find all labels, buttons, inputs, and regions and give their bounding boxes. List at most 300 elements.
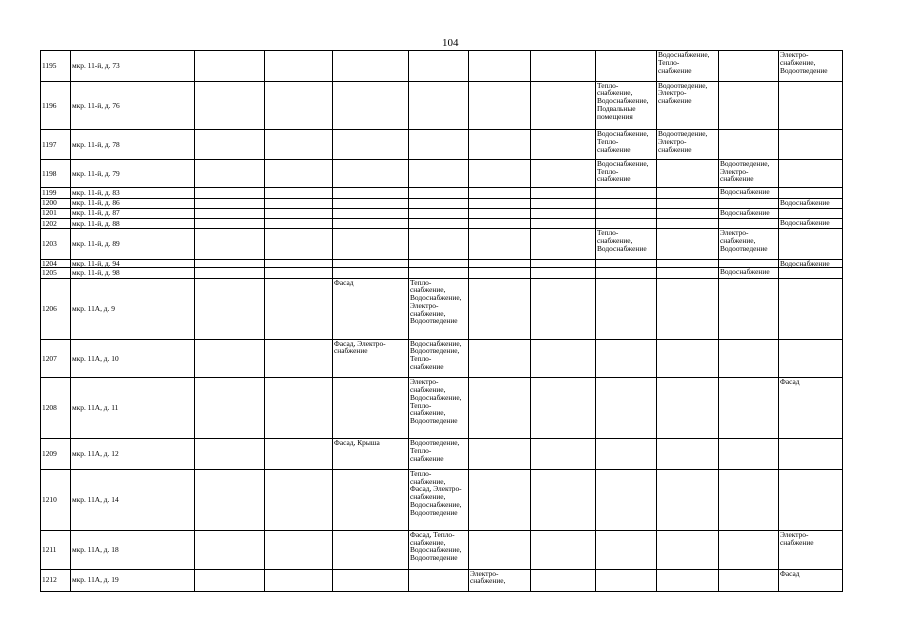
work-cell	[779, 439, 843, 470]
work-cell	[531, 81, 596, 130]
work-text: Тепло-	[597, 81, 619, 90]
work-cell	[531, 339, 596, 378]
row-number: 1195	[41, 51, 71, 82]
work-cell	[779, 378, 843, 439]
work-cell	[409, 51, 469, 82]
work-cell	[531, 439, 596, 470]
work-text: Водоснабжение,	[597, 96, 649, 106]
work-cell	[265, 198, 333, 208]
row-number: 1210	[41, 469, 71, 530]
table-row	[41, 188, 843, 198]
work-cell	[195, 159, 265, 187]
work-cell	[333, 208, 409, 218]
work-cell	[469, 378, 531, 439]
work-cell	[195, 81, 265, 130]
work-cell	[657, 81, 719, 130]
work-cell	[265, 81, 333, 130]
work-text: снабжение	[780, 537, 814, 547]
work-cell	[469, 198, 531, 208]
work-cell	[531, 268, 596, 278]
work-cell	[719, 469, 779, 530]
work-cell	[719, 198, 779, 208]
work-text: снабжение	[658, 65, 692, 75]
work-cell	[531, 378, 596, 439]
work-text: снабжение	[597, 144, 631, 154]
work-text: Водоотведение,	[720, 159, 770, 168]
work-cell	[409, 259, 469, 268]
work-cell	[265, 130, 333, 160]
work-cell	[409, 198, 469, 208]
work-cell	[265, 51, 333, 82]
work-text: Фасад	[780, 377, 800, 387]
work-text: снабжение,	[410, 308, 446, 318]
work-cell	[596, 188, 657, 198]
work-text: Тепло-	[597, 228, 619, 238]
work-text: Электро-	[470, 569, 499, 578]
work-cell	[333, 130, 409, 160]
work-cell	[469, 439, 531, 470]
work-text: Тепло-	[410, 469, 432, 478]
row-number: 1205	[41, 268, 71, 278]
work-cell	[596, 378, 657, 439]
work-cell	[596, 339, 657, 378]
work-cell	[469, 51, 531, 82]
work-cell	[657, 51, 719, 82]
work-cell	[469, 208, 531, 218]
work-cell	[531, 569, 596, 591]
work-text: снабжение	[597, 174, 631, 184]
work-text: Электро-	[658, 88, 687, 98]
work-cell	[719, 130, 779, 160]
work-cell	[657, 259, 719, 268]
work-text: снабжение,	[597, 88, 633, 98]
work-text: Подвальные	[597, 103, 636, 113]
work-cell	[779, 51, 843, 82]
work-cell	[657, 188, 719, 198]
work-text: Водоснабжение	[780, 198, 830, 207]
work-cell	[657, 198, 719, 208]
work-cell	[596, 439, 657, 470]
work-cell	[469, 268, 531, 278]
work-text: Водоснабжение	[720, 208, 770, 217]
work-text: Тепло-	[410, 400, 432, 410]
work-cell	[195, 130, 265, 160]
row-address: мкр. 11-й, д. 79	[71, 159, 195, 187]
work-cell	[779, 218, 843, 228]
work-text: Электро-	[720, 166, 749, 176]
work-cell	[719, 339, 779, 378]
work-cell	[333, 439, 409, 470]
work-cell	[195, 198, 265, 208]
row-address: мкр. 11-й, д. 87	[71, 208, 195, 218]
row-address: мкр. 11А, д. 9	[71, 278, 195, 339]
work-cell	[265, 530, 333, 569]
work-text: Фасад, Электро-	[334, 339, 386, 348]
table-row	[41, 378, 843, 439]
work-cell	[265, 439, 333, 470]
work-text: Водоснабжение,	[410, 392, 462, 402]
work-text: Водоотведение,	[658, 129, 708, 139]
work-cell	[265, 569, 333, 591]
page-number: 104	[442, 37, 459, 49]
work-text: снабжение,	[410, 285, 446, 295]
work-cell	[596, 218, 657, 228]
work-cell	[719, 81, 779, 130]
work-cell	[333, 278, 409, 339]
work-text: Тепло-	[597, 166, 619, 176]
work-cell	[469, 218, 531, 228]
work-cell	[657, 208, 719, 218]
work-cell	[333, 569, 409, 591]
table-row	[41, 51, 843, 82]
table-row	[41, 259, 843, 268]
work-cell	[719, 569, 779, 591]
work-cell	[657, 130, 719, 160]
work-text: Фасад, Электро-	[410, 484, 462, 494]
row-number: 1206	[41, 278, 71, 339]
work-text: снабжение	[658, 144, 692, 154]
work-cell	[531, 188, 596, 198]
work-cell	[333, 159, 409, 187]
work-text: Водоснабжение,	[410, 293, 462, 303]
work-text: Тепло-	[597, 137, 619, 147]
row-number: 1207	[41, 339, 71, 378]
work-text: Водоснабжение,	[410, 545, 462, 555]
work-text: снабжение,	[780, 57, 816, 67]
work-text: Водоснабжение	[720, 267, 770, 277]
row-number: 1209	[41, 439, 71, 470]
row-address: мкр. 11-й, д. 94	[71, 259, 195, 268]
work-text: Водоотведение	[720, 243, 768, 253]
work-cell	[596, 469, 657, 530]
work-cell	[596, 159, 657, 187]
work-text: Электро-	[410, 377, 439, 387]
work-cell	[409, 268, 469, 278]
work-cell	[596, 51, 657, 82]
work-cell	[409, 530, 469, 569]
work-cell	[531, 159, 596, 187]
work-cell	[719, 439, 779, 470]
table-row	[41, 268, 843, 278]
work-cell	[333, 198, 409, 208]
row-address: мкр. 11А, д. 10	[71, 339, 195, 378]
work-cell	[409, 81, 469, 130]
work-cell	[333, 530, 409, 569]
work-text: Электро-	[720, 228, 749, 238]
work-text: снабжение,	[720, 235, 756, 245]
work-text: Тепло-	[410, 446, 432, 456]
work-cell	[657, 439, 719, 470]
row-address: мкр. 11-й, д. 86	[71, 198, 195, 208]
work-text: Водоотведение	[410, 316, 458, 326]
work-cell	[596, 229, 657, 260]
table-row	[41, 198, 843, 208]
work-cell	[469, 339, 531, 378]
row-number: 1200	[41, 198, 71, 208]
work-cell	[265, 469, 333, 530]
row-address: мкр. 11-й, д. 83	[71, 188, 195, 198]
work-cell	[195, 439, 265, 470]
work-cell	[265, 159, 333, 187]
work-cell	[195, 378, 265, 439]
table-row	[41, 278, 843, 339]
work-cell	[657, 159, 719, 187]
row-number: 1201	[41, 208, 71, 218]
work-cell	[469, 188, 531, 198]
work-cell	[195, 278, 265, 339]
work-cell	[779, 259, 843, 268]
work-cell	[333, 469, 409, 530]
row-number: 1203	[41, 229, 71, 260]
work-cell	[719, 229, 779, 260]
work-text: Водоснабжение,	[410, 499, 462, 509]
work-cell	[409, 218, 469, 228]
work-cell	[195, 229, 265, 260]
work-cell	[333, 188, 409, 198]
work-cell	[265, 218, 333, 228]
work-text: Водоснабжение,	[597, 159, 649, 168]
table-row	[41, 469, 843, 530]
work-cell	[409, 208, 469, 218]
work-cell	[779, 81, 843, 130]
table-row	[41, 229, 843, 260]
work-cell	[195, 218, 265, 228]
work-cell	[531, 530, 596, 569]
work-text: Водоотведение,	[658, 81, 708, 90]
work-text: Электро-	[410, 300, 439, 310]
work-text: Водоотведение	[410, 553, 458, 563]
work-cell	[409, 229, 469, 260]
work-text: снабжение	[658, 96, 692, 106]
work-cell	[265, 188, 333, 198]
table-row	[41, 208, 843, 218]
row-number: 1202	[41, 218, 71, 228]
work-cell	[409, 339, 469, 378]
work-cell	[195, 51, 265, 82]
row-address: мкр. 11А, д. 11	[71, 378, 195, 439]
work-cell	[657, 378, 719, 439]
work-cell	[657, 339, 719, 378]
work-cell	[265, 208, 333, 218]
work-cell	[469, 259, 531, 268]
work-cell	[596, 569, 657, 591]
row-number: 1198	[41, 159, 71, 187]
work-text: Водоснабжение	[780, 259, 830, 268]
work-cell	[469, 569, 531, 591]
work-cell	[333, 51, 409, 82]
work-cell	[657, 229, 719, 260]
work-cell	[596, 278, 657, 339]
work-text: снабжение,	[410, 537, 446, 547]
work-text: Тепло-	[658, 57, 680, 67]
work-cell	[333, 378, 409, 439]
work-cell	[531, 229, 596, 260]
work-text: Электро-	[780, 50, 809, 59]
work-cell	[719, 51, 779, 82]
work-text: Водоснабжение	[780, 218, 830, 227]
work-cell	[531, 469, 596, 530]
work-cell	[409, 469, 469, 530]
table-row	[41, 569, 843, 591]
work-cell	[719, 268, 779, 278]
row-number: 1199	[41, 188, 71, 198]
work-text: Водоснабжение	[720, 187, 770, 197]
work-text: снабжение,	[410, 385, 446, 395]
work-cell	[265, 259, 333, 268]
work-cell	[409, 130, 469, 160]
table-row	[41, 81, 843, 130]
work-cell	[719, 378, 779, 439]
row-address: мкр. 11-й, д. 73	[71, 51, 195, 82]
work-cell	[531, 51, 596, 82]
work-cell	[531, 198, 596, 208]
work-text: Фасад, Тепло-	[410, 530, 455, 539]
work-text: снабжение	[410, 361, 444, 371]
table-row	[41, 530, 843, 569]
work-cell	[657, 569, 719, 591]
work-cell	[469, 81, 531, 130]
work-text: Водоотведение,	[410, 346, 460, 356]
work-text: Водоотведение,	[410, 438, 460, 448]
work-cell	[719, 188, 779, 198]
row-address: мкр. 11-й, д. 88	[71, 218, 195, 228]
work-text: Водоснабжение,	[597, 129, 649, 139]
work-cell	[779, 530, 843, 569]
work-text: Тепло-	[410, 278, 432, 287]
work-cell	[333, 218, 409, 228]
work-cell	[195, 188, 265, 198]
work-text: снабжение,	[470, 576, 506, 586]
work-cell	[265, 339, 333, 378]
work-text: снабжение	[720, 174, 754, 184]
work-text: Электро-	[658, 137, 687, 147]
work-cell	[333, 81, 409, 130]
work-cell	[779, 130, 843, 160]
work-cell	[657, 278, 719, 339]
work-cell	[596, 530, 657, 569]
work-cell	[469, 130, 531, 160]
work-cell	[469, 229, 531, 260]
work-cell	[333, 229, 409, 260]
work-cell	[265, 378, 333, 439]
work-cell	[265, 229, 333, 260]
work-text: снабжение,	[597, 235, 633, 245]
work-cell	[469, 278, 531, 339]
work-cell	[779, 278, 843, 339]
row-number: 1212	[41, 569, 71, 591]
work-cell	[531, 218, 596, 228]
work-cell	[596, 130, 657, 160]
row-address: мкр. 11-й, д. 78	[71, 130, 195, 160]
table-row	[41, 159, 843, 187]
work-cell	[657, 469, 719, 530]
work-text: Водоснабжение	[597, 243, 647, 253]
work-cell	[409, 188, 469, 198]
work-cell	[409, 378, 469, 439]
work-cell	[657, 268, 719, 278]
row-address: мкр. 11-й, д. 76	[71, 81, 195, 130]
work-cell	[719, 208, 779, 218]
work-cell	[409, 278, 469, 339]
row-address: мкр. 11-й, д. 98	[71, 268, 195, 278]
work-cell	[531, 278, 596, 339]
work-cell	[596, 208, 657, 218]
row-number: 1204	[41, 259, 71, 268]
work-cell	[779, 198, 843, 208]
row-address: мкр. 11-й, д. 89	[71, 229, 195, 260]
work-cell	[531, 130, 596, 160]
work-cell	[409, 569, 469, 591]
work-cell	[333, 268, 409, 278]
row-number: 1208	[41, 378, 71, 439]
work-text: Фасад	[334, 278, 354, 287]
work-cell	[531, 259, 596, 268]
work-cell	[596, 198, 657, 208]
work-cell	[531, 208, 596, 218]
work-cell	[409, 439, 469, 470]
work-text: снабжение,	[410, 408, 446, 418]
work-cell	[596, 259, 657, 268]
work-cell	[779, 569, 843, 591]
works-table	[40, 50, 843, 592]
work-cell	[195, 259, 265, 268]
work-cell	[719, 259, 779, 268]
table-row	[41, 130, 843, 160]
work-cell	[333, 339, 409, 378]
work-cell	[469, 530, 531, 569]
row-address: мкр. 11А, д. 12	[71, 439, 195, 470]
work-text: Водоснабжение,	[658, 50, 710, 59]
work-text: Фасад	[780, 569, 800, 578]
work-cell	[195, 469, 265, 530]
row-number: 1196	[41, 81, 71, 130]
row-address: мкр. 11А, д. 18	[71, 530, 195, 569]
work-text: Водоотведение	[410, 416, 458, 426]
work-text: помещения	[597, 111, 633, 121]
work-text: Тепло-	[410, 354, 432, 364]
table-row	[41, 439, 843, 470]
work-cell	[409, 159, 469, 187]
table-row	[41, 339, 843, 378]
work-cell	[657, 218, 719, 228]
row-address: мкр. 11А, д. 19	[71, 569, 195, 591]
work-cell	[596, 81, 657, 130]
work-cell	[195, 530, 265, 569]
work-cell	[779, 229, 843, 260]
work-text: Водоотведение	[780, 65, 828, 75]
work-cell	[779, 268, 843, 278]
work-text: Водоснабжение,	[410, 339, 462, 348]
work-text: Электро-	[780, 530, 809, 539]
work-cell	[779, 339, 843, 378]
work-cell	[265, 278, 333, 339]
work-cell	[195, 268, 265, 278]
work-cell	[195, 208, 265, 218]
row-number: 1197	[41, 130, 71, 160]
work-cell	[265, 268, 333, 278]
work-cell	[195, 339, 265, 378]
work-cell	[719, 159, 779, 187]
work-cell	[719, 530, 779, 569]
row-number: 1211	[41, 530, 71, 569]
work-cell	[719, 218, 779, 228]
work-cell	[195, 569, 265, 591]
row-address: мкр. 11А, д. 14	[71, 469, 195, 530]
work-text: снабжение	[334, 346, 368, 356]
table-row	[41, 218, 843, 228]
work-cell	[469, 469, 531, 530]
work-cell	[779, 159, 843, 187]
